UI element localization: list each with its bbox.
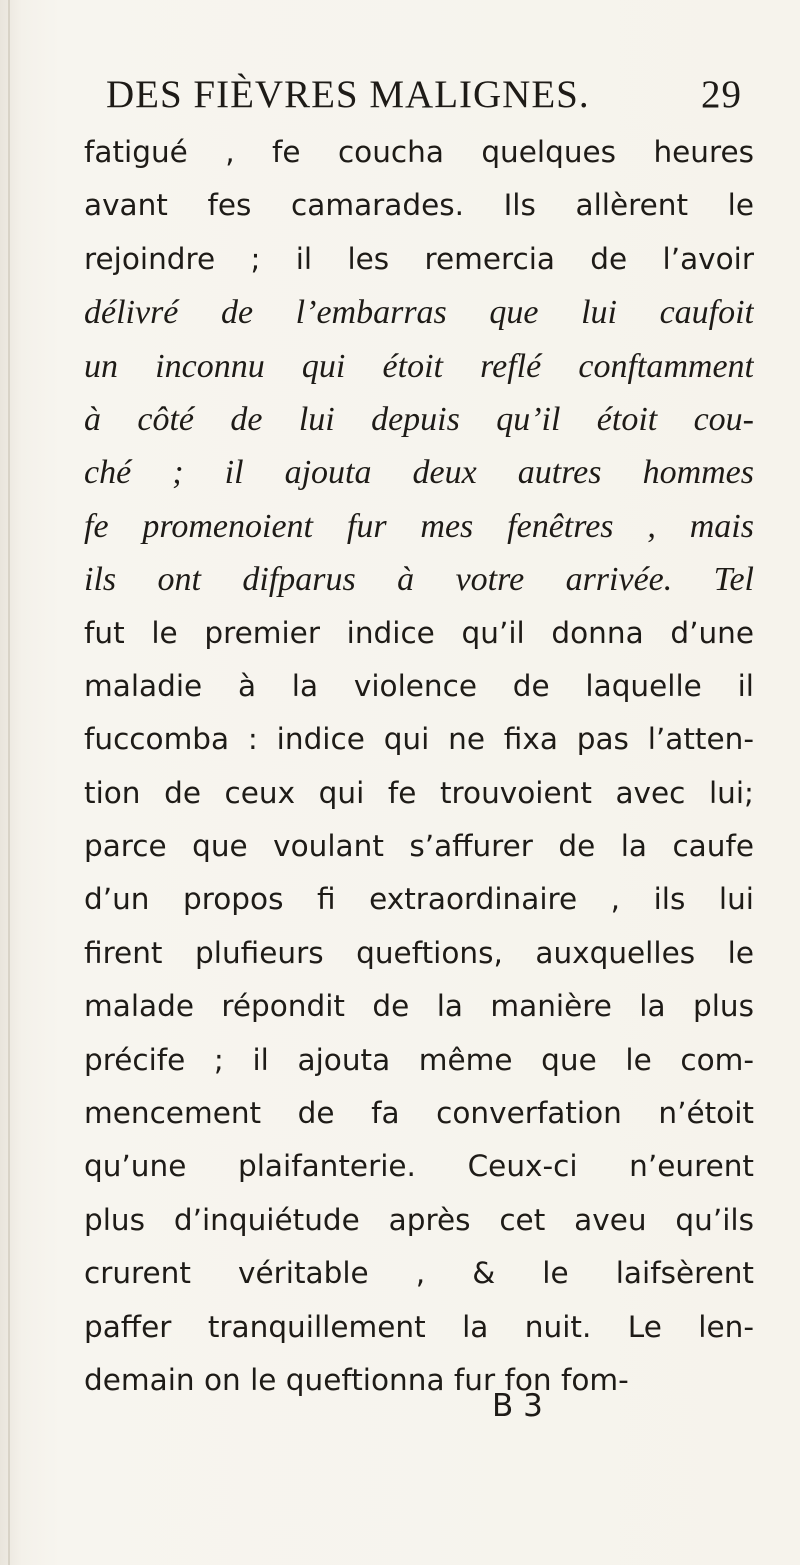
text-line: fe promenoient fur mes fenêtres , mais: [84, 507, 754, 545]
text-line: plus d’inquiétude après cet aveu qu’ils: [84, 1202, 754, 1237]
text-line: ché ; il ajouta deux autres hommes: [84, 454, 754, 492]
text-line: malade répondit de la manière la plus: [84, 989, 754, 1024]
text-line: fatigué , fe coucha quelques heures: [84, 135, 754, 169]
text-line: avant fes camarades. Ils allèrent le: [84, 188, 754, 223]
body-text: [84, 126, 754, 1407]
running-head-title: DES FIÈVRES MALIGNES.: [106, 73, 590, 116]
text-line: paffer tranquillement la nuit. Le len-: [84, 1309, 754, 1344]
text-line: délivré de l’embarras que lui caufoit: [84, 294, 754, 332]
text-line: crurent véritable , & le laifsèrent: [84, 1256, 754, 1291]
running-head: [106, 72, 746, 122]
text-line: d’un propos fi extraordinaire , ils lui: [84, 882, 754, 917]
signature-mark: B 3: [492, 1388, 543, 1424]
text-line: tion de ceux qui fe trouvoient avec lui;: [84, 775, 754, 810]
text-line: rejoindre ; il les remercia de l’avoir: [84, 241, 754, 276]
text-line: firent plufieurs queftions, auxquelles le: [84, 935, 754, 970]
text-line: qu’une plaifanterie. Ceux-ci n’eurent: [84, 1149, 754, 1184]
page-number: 29: [701, 73, 742, 116]
text-line: mencement de fa converfation n’étoit: [84, 1096, 754, 1131]
text-line: parce que voulant s’affurer de la caufe: [84, 829, 754, 864]
text-line: précife ; il ajouta même que le com-: [84, 1042, 754, 1077]
text-line: maladie à la violence de laquelle il: [84, 668, 754, 703]
text-line: fut le premier indice qu’il donna d’une: [84, 615, 754, 650]
text-line: demain on le queftionna fur fon fom-: [84, 1362, 629, 1397]
text-line: fuccomba : indice qui ne fixa pas l’atten-: [84, 722, 754, 757]
page-gutter-edge: [8, 0, 10, 1565]
text-line: à côté de lui depuis qu’il étoit cou-: [84, 400, 754, 438]
text-line: ils ont difparus à votre arrivée. Tel: [84, 561, 754, 599]
text-line: un inconnu qui étoit reflé conftamment: [84, 347, 754, 385]
